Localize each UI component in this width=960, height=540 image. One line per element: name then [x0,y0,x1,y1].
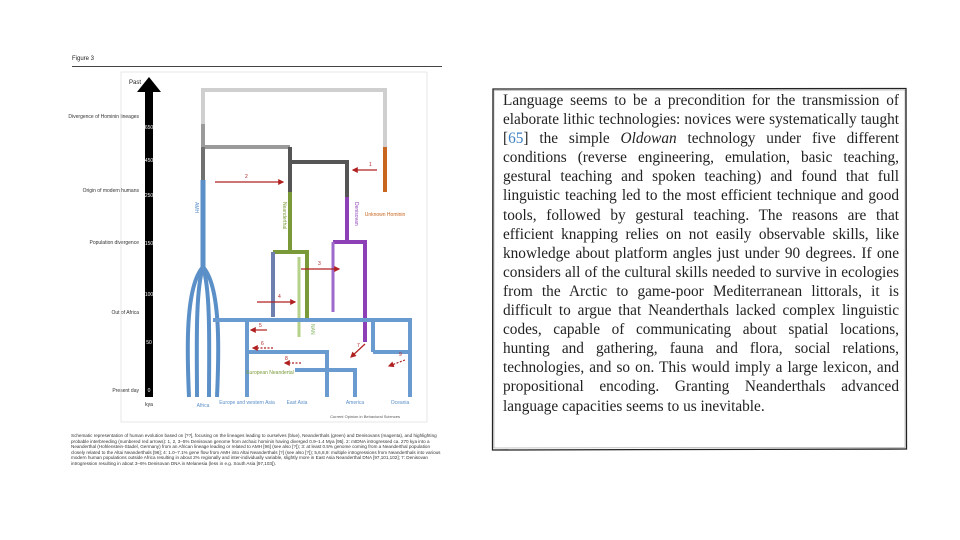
tick-label: 50 [146,340,152,346]
figure-caption: Schematic representation of human evolution based on [??], focusing on the lineages leading to ourselves (blue), Neanderthals (green) and Denisovans (magenta), and highlighting probable interbreeding (numbered red arrows): 1, 2, 3–5% Denisovan genome from archaic hominin having diverged 0.9–1.4 Mya [95]. 2: mtDNA introgressed ca. 270 kya into a Neanderthal (Hohlenstein-Stadel, Germany) from an African lineage leading or related to AMH [96] (see also [?]); 3: at least 0.5% genome coming from a Neanderthal population closely related to the Altai Neanderthals [96]; 4: 1.0–7.1% gene flow from AMH into Altai Neanderthals [?] (see also [?]); 5,6,8,9: multiple introgressions from Neanderthals into various modern human populations outside Africa resulting in about 2% regionally and inter-individually variable, slightly more in East Asia Neanderthal DNA [97,101,102]; 7: Denisovan introgression resulting in about 3–6% Denisovan DNA in Melanesia (less in e.g. South Asia [97,103]). [71,433,441,466]
european-neandertal-label: European Neandertal [246,370,294,376]
body-paragraph [503,91,899,416]
population-label: Oceania [390,400,410,406]
quote-panel [491,87,908,452]
axis-title: Past [128,80,141,86]
tick-label: 0 [147,388,151,394]
paragraph-text-2: ] the simple [523,130,621,148]
lineage-label-nan: NAN [309,324,315,335]
event-label: Out of Africa [111,310,139,316]
event-label: Present day [112,388,139,394]
lineage-label-amh: AMH [193,202,199,214]
lineage-label-neanderthal: Neanderthal [281,202,287,230]
arrow-number: 4 [278,294,281,300]
arrow-number: 7 [357,343,360,349]
arrow-number: 9 [399,352,402,358]
lineage-label-unknown: Unknown Hominin [364,212,406,218]
tick-label: 250 [144,193,154,199]
tick-label: 450 [144,158,154,164]
population-label: Europe and western Asia [219,400,275,406]
arrow-number: 2 [245,174,248,180]
paragraph-text-3: technology under five different conditions (reverse engineering, emulation, basic teaching, gestural teaching and spoken teaching) and found that full linguistic teaching led to the most efficient technique and good tools, followed by gestural teaching. The reasons are that efficient knapping relies on not easily observable skills, like knowledge about platform angles just under 90 degrees. If one considers all of the cultural skills needed to survive in ecologies from the Arctic to game-poor Mediterranean littorals, it is difficult to argue that Neanderthals lacked complex linguistic codes, capable of communicating about spatial locations, hunting and gathering, fauna and flora, social relations, technologies, and so on. This would imply a large lexicon, and propositional encoding. Granting Neanderthals advanced language capacities seems to us inevitable. [503,130,899,415]
arrow-number: 3 [318,261,321,267]
axis-unit: kya [145,402,153,408]
arrow-number: 8 [285,356,288,362]
population-label: Africa [196,403,210,409]
ancestral-lineage [203,90,385,147]
event-label: Population divergence [89,240,139,246]
italic-term: Oldowan [620,130,677,148]
africa-branch-2 [197,267,203,397]
arrow-number: 6 [261,341,264,347]
event-label: Divergence of Hominin lineages [68,114,139,120]
africa-branch-3 [203,267,209,397]
population-label: America [345,400,365,406]
event-label: Origin of modern humans [82,188,139,194]
tick-label: 100 [144,292,154,298]
population-label: East Asia [286,400,308,406]
paragraph-text-1: Language seems to be a precondition for the transmission of elaborate lithic technologies: novices were systematically taught [ [503,92,899,148]
tick-label: 150 [144,241,154,247]
arrow-number: 1 [369,162,372,168]
tick-label: 650 [144,125,154,131]
arrow-number: 5 [259,323,262,329]
lineage-label-denisovan: Denisovan [353,202,359,226]
figure-credit: Current Opinion in Behavioral Sciences [330,414,400,419]
figure-diagram [55,52,445,432]
citation-link[interactable]: 65 [508,130,524,148]
evolution-figure [55,52,445,492]
arrow-9 [389,360,405,366]
archaic-stem [290,147,347,197]
hominin-split [203,124,290,147]
figure-label: Figure 3 [72,56,95,62]
